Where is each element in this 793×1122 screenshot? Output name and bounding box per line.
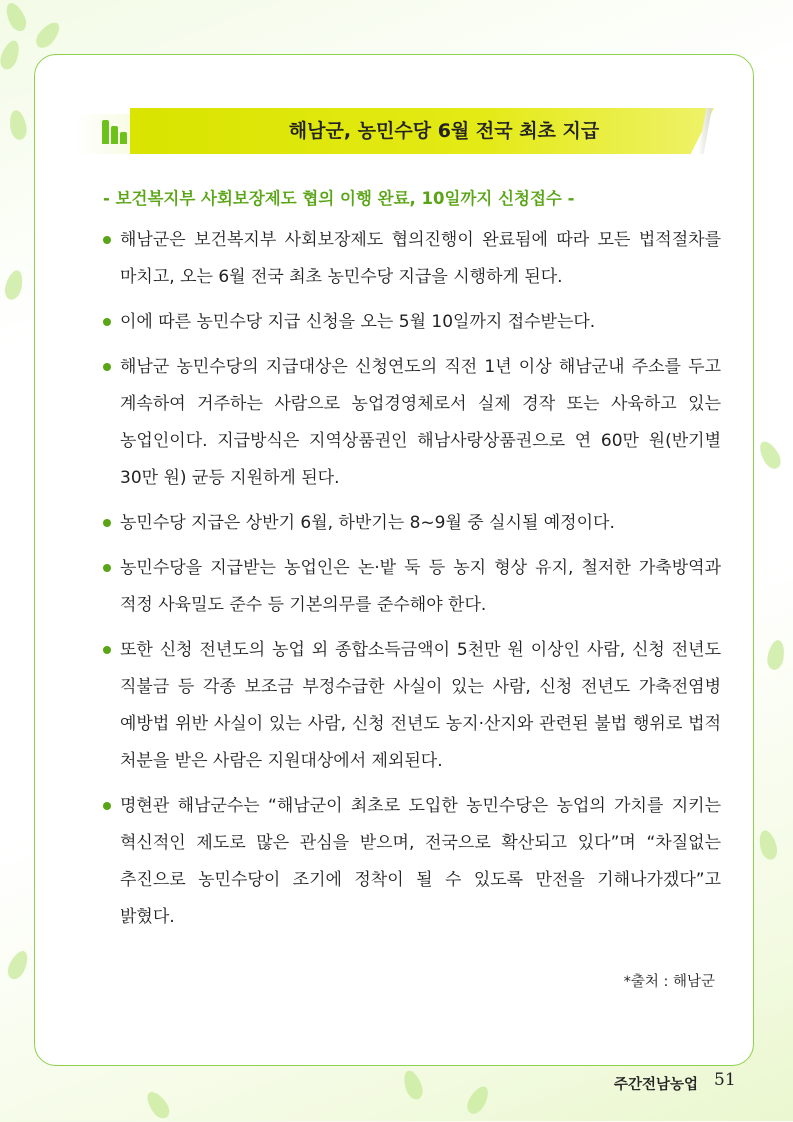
bullet-icon	[103, 802, 111, 810]
bullet-icon	[103, 519, 111, 527]
bar-chart-icon	[102, 118, 132, 144]
leaf-decoration	[2, 268, 25, 301]
paragraph	[103, 222, 721, 296]
leaf-decoration	[464, 1083, 493, 1117]
paragraph	[103, 349, 721, 497]
bullet-icon	[103, 236, 111, 244]
paragraph-text: 농민수당 지급은 상반기 6월, 하반기는 8~9월 중 실시될 예정이다.	[120, 513, 615, 533]
paragraph-text: 해남군은 보건복지부 사회보장제도 협의진행이 완료됨에 따라 모든 법적절차를 마치고, 오는 6월 전국 최초 농민수당 지급을 시행하게 된다.	[120, 230, 721, 287]
leaf-decoration	[8, 109, 29, 141]
paragraph	[103, 505, 721, 542]
article-subtitle: - 보건복지부 사회보장제도 협의 이행 완료, 10일까지 신청접수 -	[103, 189, 575, 208]
leaf-decoration	[400, 1068, 425, 1102]
leaf-decoration	[756, 438, 785, 472]
title-band	[74, 108, 714, 154]
leaf-decoration	[32, 18, 64, 51]
article-title: 해남군, 농민수당 6월 전국 최초 지급	[288, 120, 600, 142]
paragraph	[103, 550, 721, 624]
article-body	[103, 222, 721, 944]
paragraph-text: 명현관 해남군수는 “해남군이 최초로 도입한 농민수당은 농업의 가치를 지키는 혁신적인 제도로 많은 관심을 받으며, 전국으로 확산되고 있다”며 “차질없는 추진으로 농민수당이 조기에 정착이 될 수 있도록 만전을 기해나가겠다”고 밝혔다.	[120, 796, 721, 927]
leaf-decoration	[2, 0, 29, 34]
leaf-decoration	[756, 828, 779, 861]
paragraph-text: 해남군 농민수당의 지급대상은 신청연도의 직전 1년 이상 해남군내 주소를 두고 계속하여 거주하는 사람으로 농업경영체로서 실제 경작 또는 사육하고 있는 농업인이다. 지급방식은 지역상품권인 해남사랑상품권으로 연 60만 원(반기별 30만 원) 균등 지원하게 된다.	[120, 357, 721, 488]
paragraph	[103, 632, 721, 780]
source-credit: *출처 : 해남군	[623, 974, 715, 990]
paragraph-text: 또한 신청 전년도의 농업 외 종합소득금액이 5천만 원 이상인 사람, 신청 전년도 직불금 등 각종 보조금 부정수급한 사실이 있는 사람, 신청 전년도 가축전염병 예방법 위반 사실이 있는 사람, 신청 전년도 농지·산지와 관련된 불법 행위로 법적 처분을 받은 사람은 지원대상에서 제외된다.	[120, 640, 721, 771]
paragraph	[103, 788, 721, 936]
leaf-decoration	[766, 639, 787, 671]
leaf-decoration	[0, 38, 23, 72]
paragraph-text: 농민수당을 지급받는 농업인은 논·밭 둑 등 농지 형상 유지, 철저한 가축방역과 적정 사육밀도 준수 등 기본의무를 준수해야 한다.	[120, 558, 721, 615]
bullet-icon	[103, 318, 111, 326]
bullet-icon	[103, 363, 111, 371]
paragraph-text: 이에 따른 농민수당 지급 신청을 오는 5월 10일까지 접수받는다.	[120, 312, 596, 332]
bullet-icon	[103, 564, 111, 572]
leaf-decoration	[143, 1088, 173, 1122]
paragraph	[103, 304, 721, 341]
page-number: 51	[714, 1070, 736, 1090]
bullet-icon	[103, 646, 111, 654]
leaf-decoration	[4, 948, 31, 982]
publication-name: 주간전남농업	[614, 1077, 699, 1093]
